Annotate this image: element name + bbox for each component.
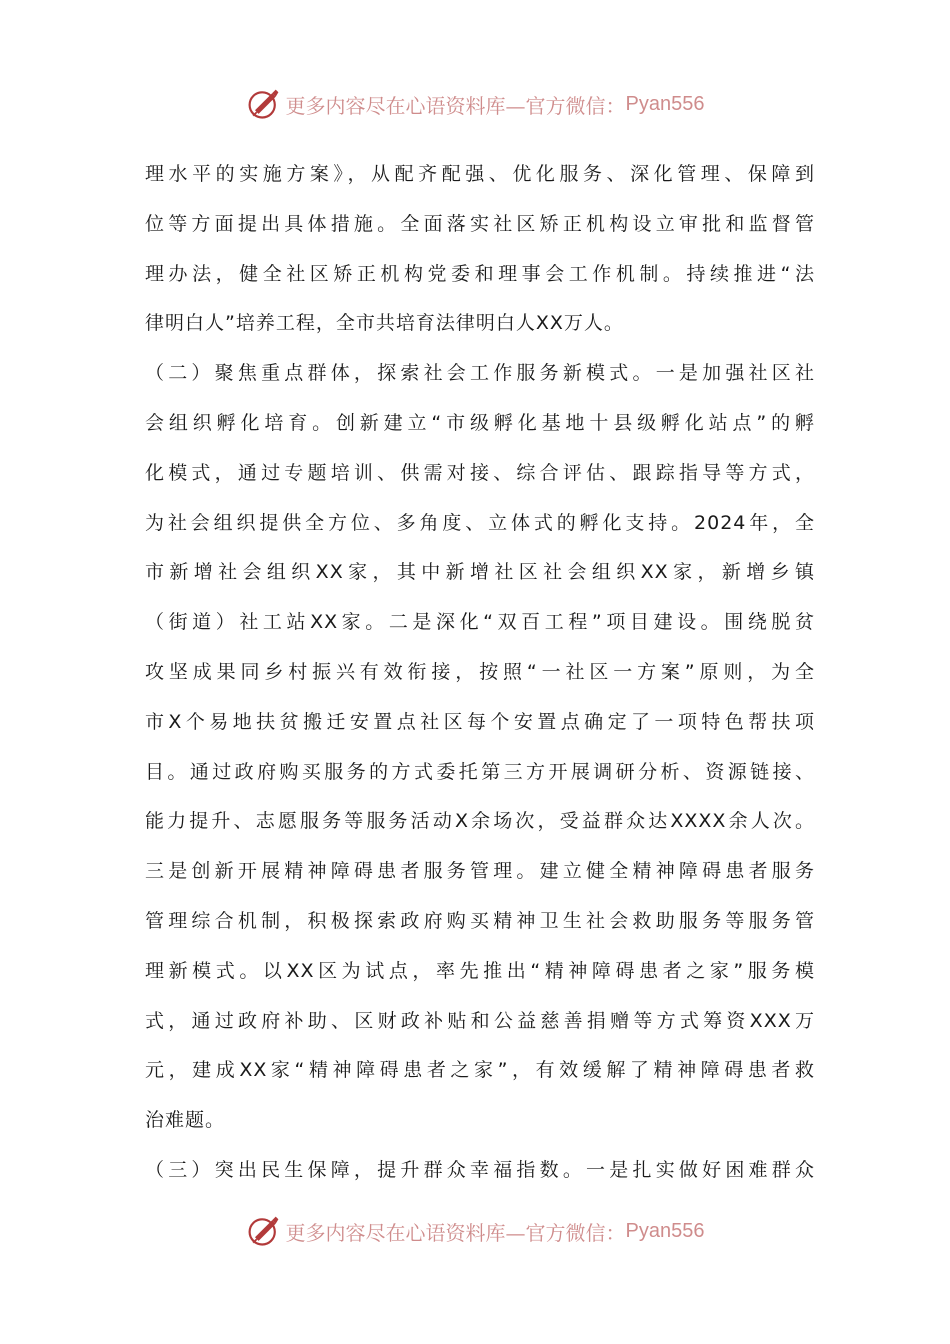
text-line: 能力提升、志愿服务等服务活动X余场次，受益群众达XXXX余人次。 [145, 810, 815, 833]
footer-watermark-banner [0, 1211, 950, 1251]
text-line: 治难题。 [145, 1109, 226, 1132]
text-line: 三是创新开展精神障碍患者服务管理。建立健全精神障碍患者服务 [145, 860, 815, 883]
document-body [145, 150, 815, 1196]
text-line: 理办法，健全社区矫正机构党委和理事会工作机制。持续推进“法 [145, 262, 815, 285]
seal-pen-logo-icon [246, 86, 282, 122]
text-line: 化模式，通过专题培训、供需对接、综合评估、跟踪指导等方式， [145, 461, 815, 484]
text-line: 元，建成XX家“精神障碍患者之家”，有效缓解了精神障碍患者救 [145, 1059, 815, 1082]
text-line: 理新模式。以XX区为试点，率先推出“精神障碍患者之家”服务模 [145, 959, 815, 982]
text-line: 市新增社会组织XX家，其中新增社区社会组织XX家，新增乡镇 [145, 561, 815, 584]
text-line: 目。通过政府购买服务的方式委托第三方开展调研分析、资源链接、 [145, 760, 815, 783]
seal-pen-logo-icon [246, 1213, 282, 1249]
text-line: （二）聚焦重点群体，探索社会工作服务新模式。一是加强社区社 [145, 362, 815, 385]
text-line: 为社会组织提供全方位、多角度、立体式的孵化支持。2024年，全 [145, 511, 815, 534]
banner-text: 更多内容尽在心语资料库—官方微信： [285, 1220, 626, 1245]
text-line: 律明白人”培养工程，全市共培育法律明白人XX万人。 [145, 312, 624, 335]
banner-wechat-id: Pyan556 [625, 92, 705, 115]
banner-text: 更多内容尽在心语资料库—官方微信： [285, 93, 626, 118]
text-line: 会组织孵化培育。创新建立“市级孵化基地十县级孵化站点”的孵 [145, 411, 815, 434]
text-line: （街道）社工站XX家。二是深化“双百工程”项目建设。围绕脱贫 [145, 611, 815, 634]
text-line: 式，通过政府补助、区财政补贴和公益慈善捐赠等方式筹资XXX万 [145, 1009, 815, 1032]
banner-wechat-id: Pyan556 [625, 1219, 705, 1242]
text-line: 位等方面提出具体措施。全面落实社区矫正机构设立审批和监督管 [145, 212, 815, 235]
header-watermark-banner [0, 84, 950, 124]
text-line: 攻坚成果同乡村振兴有效衔接，按照“一社区一方案”原则，为全 [145, 660, 815, 683]
text-line: 理水平的实施方案》，从配齐配强、优化服务、深化管理、保障到 [145, 163, 815, 185]
text-line: 市X个易地扶贫搬迁安置点社区每个安置点确定了一项特色帮扶项 [145, 710, 815, 733]
text-line: （三）突出民生保障，提升群众幸福指数。一是扎实做好困难群众 [145, 1158, 815, 1181]
text-line: 管理综合机制，积极探索政府购买精神卫生社会救助服务等服务管 [145, 909, 815, 932]
